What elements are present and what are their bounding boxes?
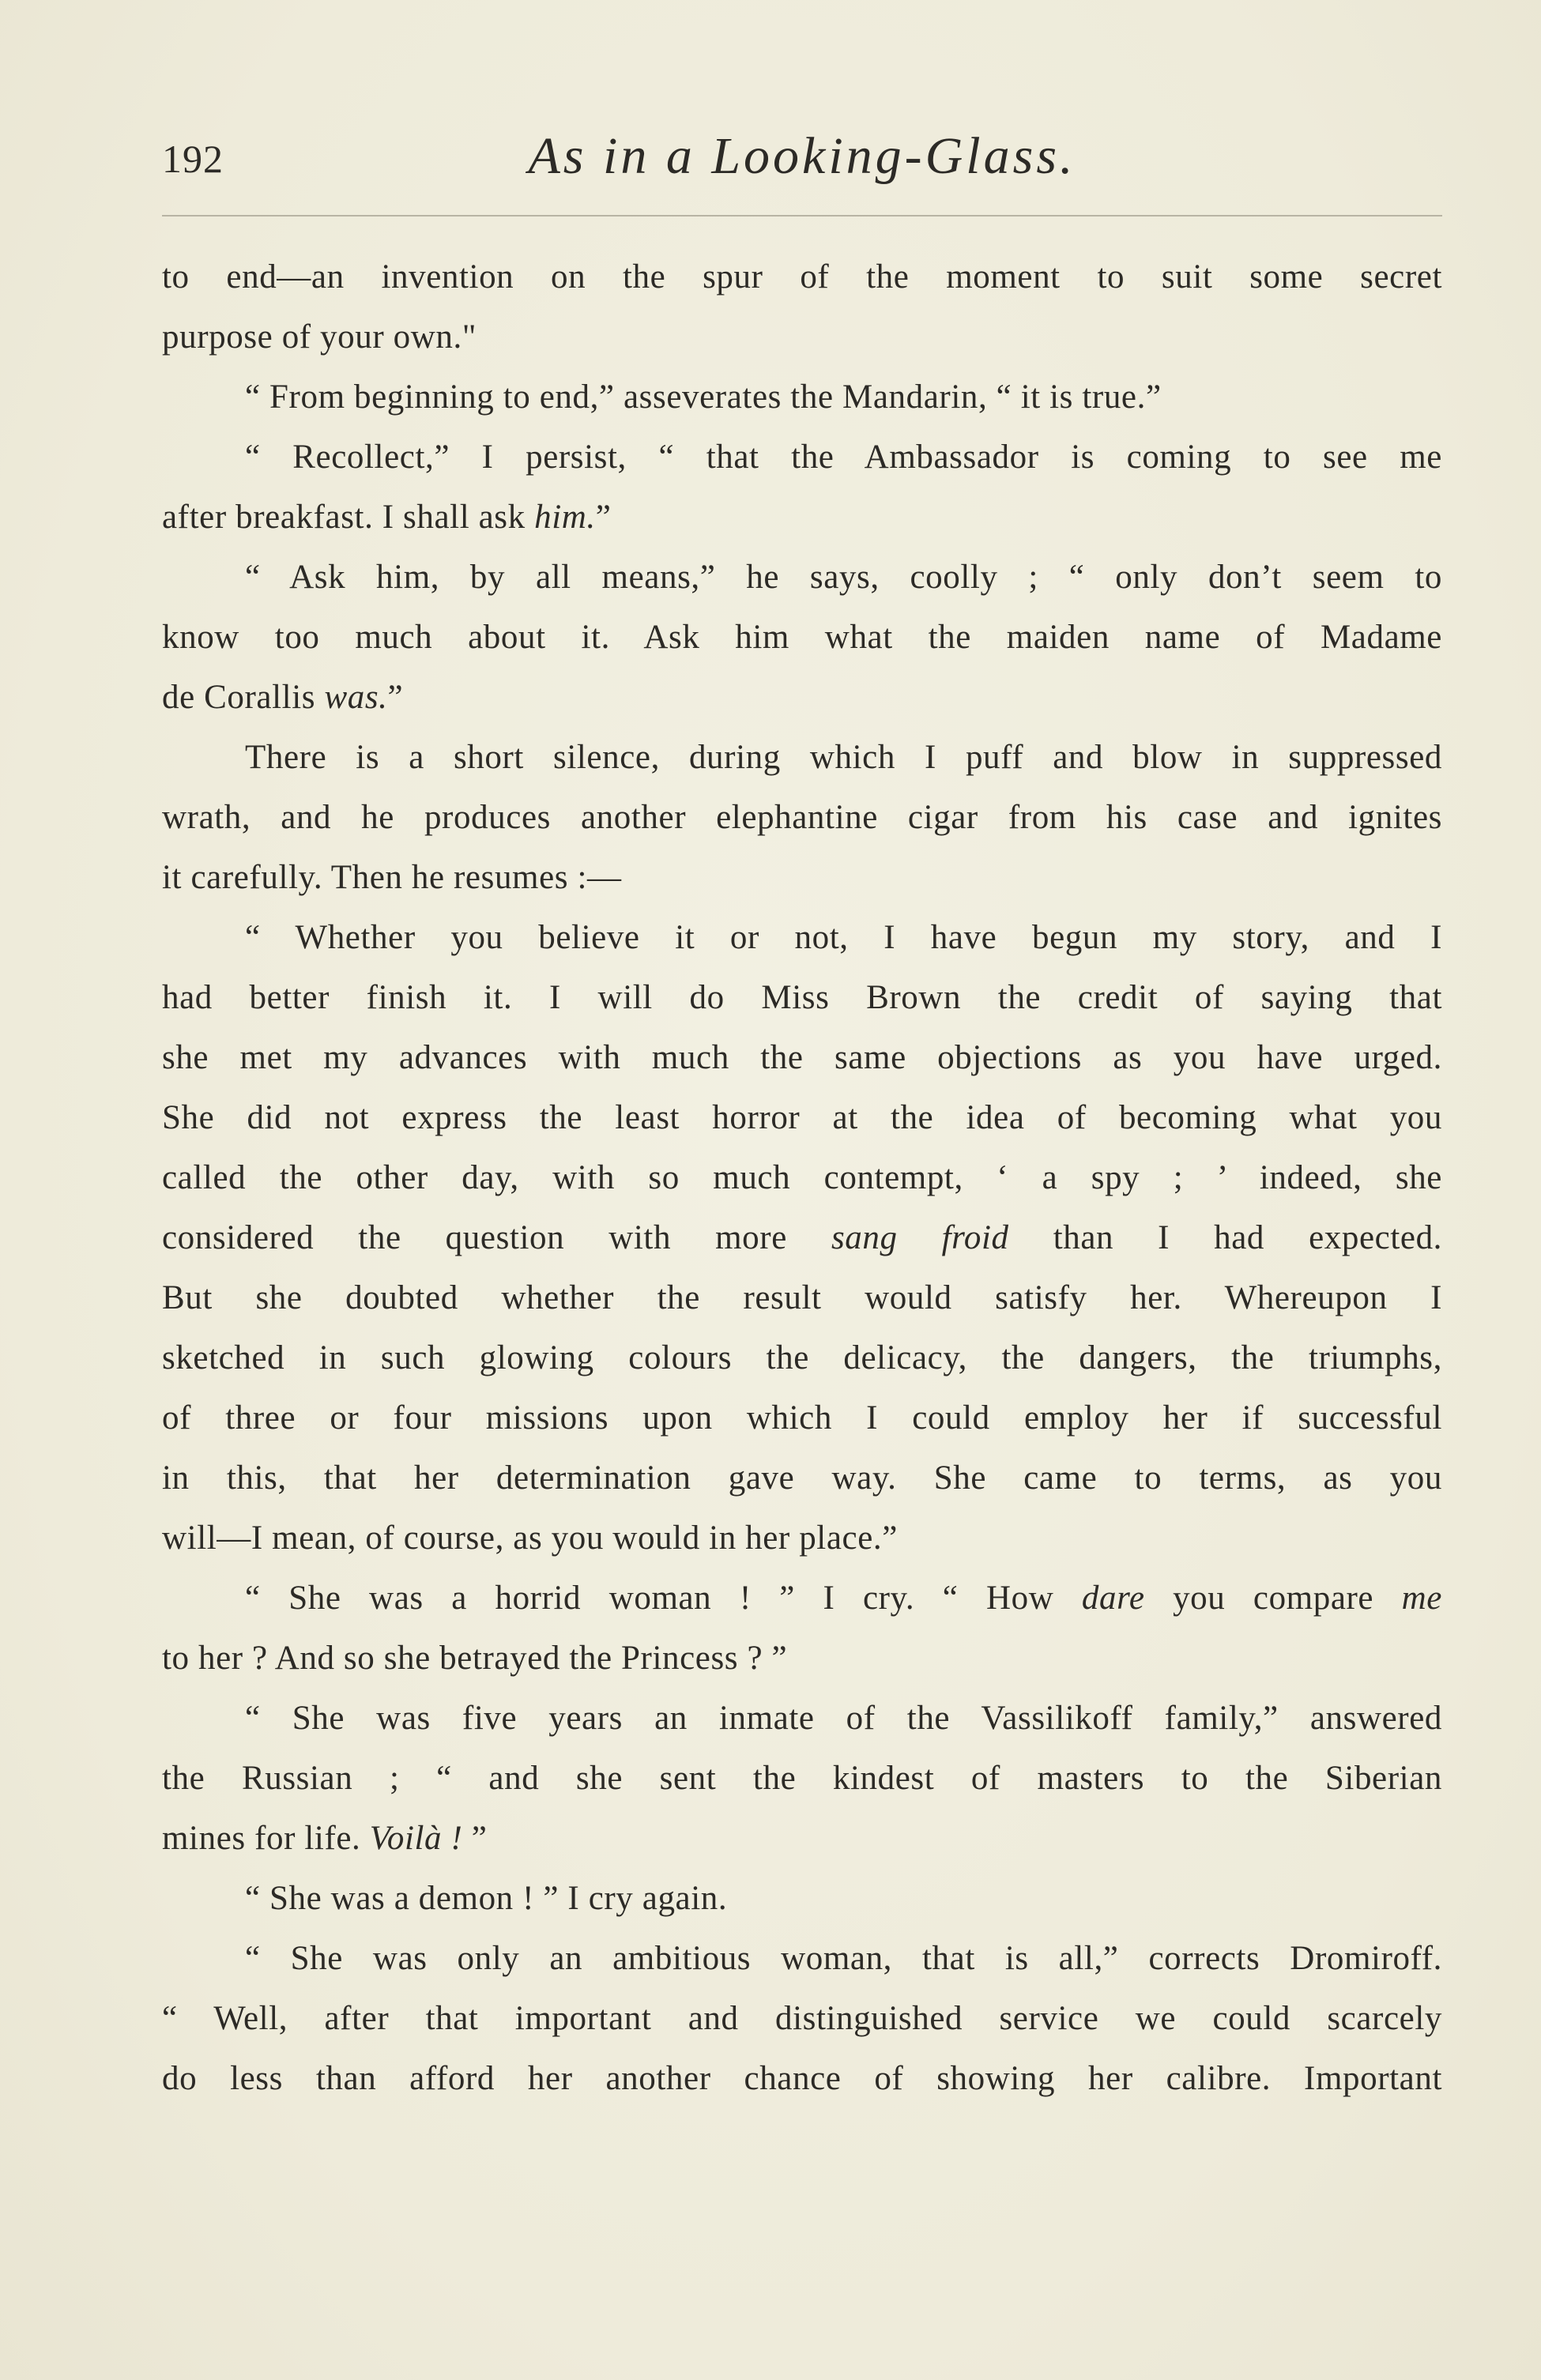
text-line: “ Whether you believe it or not, I have begun my story, and I bbox=[245, 919, 1442, 956]
text-line: “ From beginning to end,” asseverates the Mandarin, “ it is true.” bbox=[245, 378, 1162, 416]
italic-text: sang froid bbox=[831, 1219, 1009, 1256]
text-line bbox=[162, 668, 1442, 728]
text-span: ” bbox=[462, 1820, 488, 1857]
text-line: it carefully. Then he resumes :— bbox=[162, 859, 622, 896]
text-line: to her ? And so she betrayed the Princess ? ” bbox=[162, 1640, 788, 1677]
italic-text: dare bbox=[1081, 1580, 1145, 1617]
text-span: considered the question with more bbox=[162, 1219, 831, 1256]
text-span: after breakfast. I shall ask bbox=[162, 499, 535, 536]
text-span: “ She was a horrid woman ! ” I cry. “ How bbox=[245, 1580, 1082, 1617]
text-span: than I had expected. bbox=[1008, 1219, 1443, 1256]
text-line bbox=[162, 1568, 1442, 1629]
text-line: But she doubted whether the result would satisfy her. Whereupon I bbox=[162, 1279, 1442, 1316]
italic-text: me bbox=[1401, 1580, 1442, 1617]
text-line: will—I mean, of course, as you would in her place.” bbox=[162, 1520, 898, 1557]
text-line: “ She was only an ambitious woman, that is all,” corrects Dromiroff. bbox=[245, 1940, 1442, 1977]
text-line: know too much about it. Ask him what the maiden name of Madame bbox=[162, 619, 1442, 656]
text-line bbox=[162, 488, 1442, 548]
text-line: “ Recollect,” I persist, “ that the Ambassador is coming to see me bbox=[245, 439, 1442, 476]
text-line: to end—an invention on the spur of the moment to suit some secret bbox=[162, 258, 1442, 296]
page-number: 192 bbox=[162, 137, 224, 181]
text-line: “ Ask him, by all means,” he says, coolly ; “ only don’t seem to bbox=[245, 559, 1442, 596]
text-span: de Corallis bbox=[162, 679, 325, 716]
text-line: wrath, and he produces another elephantine cigar from his case and ignites bbox=[162, 799, 1442, 836]
text-line: of three or four missions upon which I could employ her if successful bbox=[162, 1399, 1442, 1437]
text-span: you compare bbox=[1144, 1580, 1402, 1617]
text-line bbox=[162, 1208, 1442, 1268]
page-header bbox=[162, 119, 1442, 205]
italic-text: Voilà ! bbox=[369, 1820, 463, 1857]
body-text bbox=[162, 247, 1442, 2109]
text-line: the Russian ; “ and she sent the kindest of masters to the Siberian bbox=[162, 1760, 1442, 1797]
text-line: in this, that her determination gave way. She came to terms, as you bbox=[162, 1459, 1442, 1497]
italic-text: was. bbox=[324, 679, 388, 716]
italic-text: him. bbox=[534, 499, 596, 536]
text-line: “ She was five years an inmate of the Vassilikoff family,” answered bbox=[245, 1700, 1442, 1737]
text-line: She did not express the least horror at the idea of becoming what you bbox=[162, 1099, 1442, 1136]
text-line: There is a short silence, during which I puff and blow in suppressed bbox=[245, 739, 1442, 776]
text-line: “ Well, after that important and distinguished service we could scarcely bbox=[162, 2000, 1442, 2037]
text-span: ” bbox=[387, 679, 404, 716]
text-line: called the other day, with so much contempt, ‘ a spy ; ’ indeed, she bbox=[162, 1159, 1442, 1196]
text-line: sketched in such glowing colours the delicacy, the dangers, the triumphs, bbox=[162, 1339, 1442, 1376]
text-line: purpose of your own." bbox=[162, 318, 477, 356]
text-line bbox=[162, 1809, 1442, 1869]
header-rule bbox=[162, 215, 1442, 217]
text-span: mines for life. bbox=[162, 1820, 370, 1857]
running-title: As in a Looking-Glass. bbox=[528, 127, 1076, 185]
text-span: ” bbox=[595, 499, 612, 536]
text-line: she met my advances with much the same objections as you have urged. bbox=[162, 1039, 1442, 1076]
text-line: “ She was a demon ! ” I cry again. bbox=[245, 1880, 728, 1917]
text-line: had better finish it. I will do Miss Brown the credit of saying that bbox=[162, 979, 1442, 1016]
text-line: do less than afford her another chance of showing her calibre. Important bbox=[162, 2060, 1442, 2097]
